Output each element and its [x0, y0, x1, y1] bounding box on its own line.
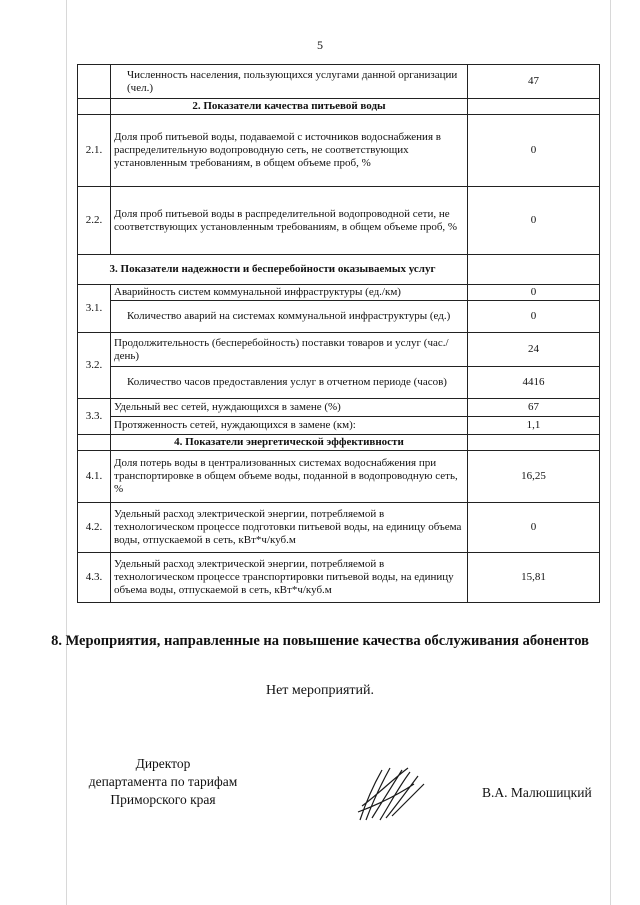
value-cell: 15,81: [468, 553, 600, 603]
table-row: [78, 187, 600, 255]
value-cell: 0: [468, 115, 600, 187]
value-cell: 0: [468, 187, 600, 255]
section-header-cell: 3. Показатели надежности и бесперебойности оказываемых услуг: [78, 255, 468, 285]
row-number-cell: 4.3.: [78, 553, 111, 603]
row-number-cell: [78, 435, 111, 451]
table-row: [78, 333, 600, 367]
row-number-cell: 4.1.: [78, 451, 111, 503]
indicator-cell: Доля потерь воды в централизованных системах водоснабжения при транспортировке в общем объеме воды, поданной в водопроводную сеть, %: [111, 451, 468, 503]
signer-name: В.А. Малюшицкий: [482, 785, 592, 800]
indicator-cell: Аварийность систем коммунальной инфраструктуры (ед./км): [111, 285, 468, 301]
value-cell: 16,25: [468, 451, 600, 503]
table-row: [78, 417, 600, 435]
table-row: [78, 451, 600, 503]
section-header-cell: 4. Показатели энергетической эффективности: [111, 435, 468, 451]
table-row: [78, 399, 600, 417]
scan-edge-line: [610, 0, 611, 905]
value-cell: 47: [468, 65, 600, 99]
value-cell: 0: [468, 301, 600, 333]
indicator-cell: Количество аварий на системах коммунальной инфраструктуры (ед.): [111, 301, 468, 333]
row-number-cell: 3.1.: [78, 285, 111, 333]
table-row: [78, 367, 600, 399]
table-row: [78, 285, 600, 301]
row-number-cell: [78, 99, 111, 115]
value-cell: 0: [468, 503, 600, 553]
director-title: [58, 755, 268, 809]
indicator-cell: Удельный вес сетей, нуждающихся в замене (%): [111, 399, 468, 417]
section-8-title: 8. Мероприятия, направленные на повышение качества обслуживания абонентов: [51, 633, 589, 649]
table-row: [78, 65, 600, 99]
value-cell: 1,1: [468, 417, 600, 435]
indicator-cell: Удельный расход электрической энергии, потребляемой в технологическом процессе подготовки питьевой воды, на единицу объема воды, отпускаемой в сеть, кВт*ч/куб.м: [111, 503, 468, 553]
table-row: [78, 301, 600, 333]
table-row: [78, 553, 600, 603]
indicators-table: [77, 64, 600, 603]
indicator-cell: Количество часов предоставления услуг в отчетном периоде (часов): [111, 367, 468, 399]
value-cell: 4416: [468, 367, 600, 399]
value-cell: [468, 99, 600, 115]
row-number-cell: [78, 65, 111, 99]
table-row: [78, 115, 600, 187]
row-number-cell: 2.1.: [78, 115, 111, 187]
row-number-cell: 4.2.: [78, 503, 111, 553]
row-number-cell: 3.3.: [78, 399, 111, 435]
indicator-cell: Доля проб питьевой воды в распределительной водопроводной сети, не соответствующих установленным требованиям, в общем объеме проб, %: [111, 187, 468, 255]
handwritten-signature: [352, 762, 432, 824]
value-cell: 24: [468, 333, 600, 367]
indicator-cell: Доля проб питьевой воды, подаваемой с источников водоснабжения в распределительную водопроводную сеть, не соответствующих установленным требованиям, в общем объеме проб, %: [111, 115, 468, 187]
indicator-cell: Удельный расход электрической энергии, потребляемой в технологическом процессе транспортировки питьевой воды, на единицу объема воды, отпускаемой в сеть, кВт*ч/куб.м: [111, 553, 468, 603]
page-number: 5: [317, 38, 323, 52]
table-row: [78, 503, 600, 553]
indicator-cell: Протяженность сетей, нуждающихся в замене (км):: [111, 417, 468, 435]
section-header-row: [78, 435, 600, 451]
director-line: Директор: [135, 756, 191, 771]
section-header-cell: 2. Показатели качества питьевой воды: [111, 99, 468, 115]
value-cell: 0: [468, 285, 600, 301]
no-measures-text: Нет мероприятий.: [265, 683, 375, 698]
indicator-cell: Численность населения, пользующихся услугами данной организации (чел.): [111, 65, 468, 99]
value-cell: [468, 435, 600, 451]
row-number-cell: 3.2.: [78, 333, 111, 399]
value-cell: 67: [468, 399, 600, 417]
section-header-row: [78, 255, 600, 285]
value-cell: [468, 255, 600, 285]
row-number-cell: 2.2.: [78, 187, 111, 255]
director-line: департамента по тарифам: [88, 774, 238, 789]
section-header-row: [78, 99, 600, 115]
director-line: Приморского края: [110, 792, 216, 807]
indicator-cell: Продолжительность (бесперебойность) поставки товаров и услуг (час./день): [111, 333, 468, 367]
